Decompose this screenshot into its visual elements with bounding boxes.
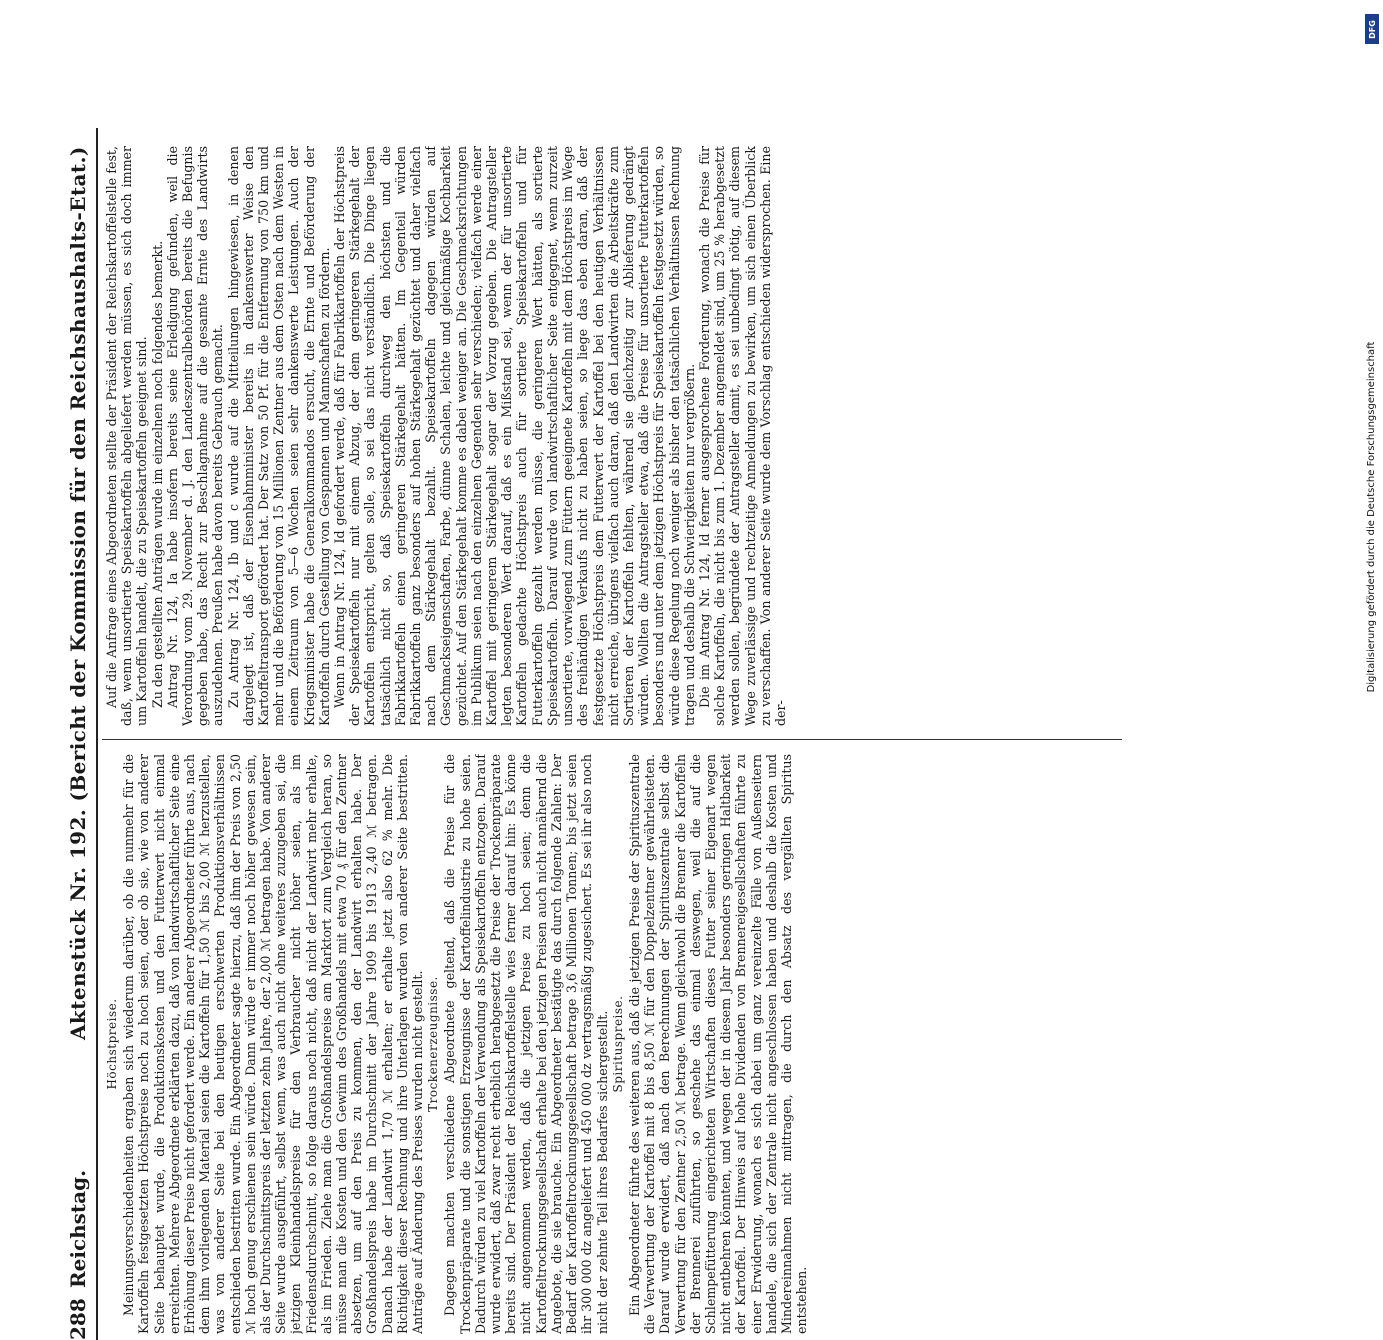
left-paragraph: Meinungsverschiedenheiten ergaben sich wiederum darüber, ob die nunmehr für die Kartoffeln festgesetzten Höchstpreise noch zu hoch seien, oder ob sie, wie von anderer Seite behauptet wurde, die Produktionskosten und den Futterwert nicht einmal erreichten. Mehrere Abgeordnete erklärten dazu, daß von landwirtschaftlicher Seite eine Erhöhung dieser Preise nicht gefordert werde. Ein anderer Abgeordneter führte aus, nach dem ihm vorliegenden Material seien die Kartoffeln für 1,50 ℳ bis 2,00 ℳ herzustellen, was von anderer Seite bei den heutigen erschwerten Produktionsverhältnissen entschieden bestritten wurde. Ein Abgeordneter sagte hierzu, daß ihm der Preis von 2,50 ℳ hoch genug erschienen sein würde. Dann würde er immer noch höher gewesen sein, als der Durchschnittspreis der letzten zehn Jahre, der 2,00 ℳ betragen habe. Von anderer Seite wurde ausgeführt, selbst wenn, was auch nicht ohne weiteres zuzugeben sei, die jetzigen Kleinhandelspreise für den Verbraucher nicht höher seien, als im Friedensdurchschnitt, so folge daraus noch nicht, daß nicht der Landwirt mehr erhalte, als im Frieden. Ziehe man die Großhandelspreise am Marktort zum Vergleich heran, so müsse man die Kosten und den Gewinn des Großhandels mit etwa 70 ₰ für den Zentner absetzen, um auf den Preis zu kommen, den der Landwirt erhalten habe. Der Großhandelspreis habe im Durchschnitt der Jahre 1909 bis 1913 2,40 ℳ betragen. Danach habe der Landwirt 1,70 ℳ erhalten; er erhalte jetzt also 62 % mehr. Die Richtigkeit dieser Rechnung und ihre Unterlagen wurden von anderer Seite bestritten. Anträge auf Änderung des Preises wurden nicht gestellt. [121, 754, 426, 1334]
right-paragraph: Wenn in Antrag Nr. 124, Id gefordert werde, daß für Fabrikkartoffeln der Höchstpreis der Speisekartoffeln nur mit einem Abzug, der dem geringeren Stärkegehalt der Kartoffeln entspricht, gelten solle, so sei das nicht verständlich. Die Dinge liegen tatsächlich nicht so, daß Speisekartoffeln durchweg den höchsten und die Fabrikkartoffeln einen geringeren Stärkegehalt hätten. Im Gegenteil würden Fabrikkartoffeln ganz besonders auf hohen Stärkegehalt gezüchtet und daher vielfach nach dem Stärkegehalt bezahlt. Speisekartoffeln dagegen würden auf Geschmackseigenschaften, Farbe, dünne Schalen, leichte und gleichmäßige Kochbarkeit gezüchtet. Auf den Stärkegehalt komme es dabei weniger an. Die Geschmacksrichtungen im Publikum seien nach den einzelnen Gegenden sehr verschieden; vielfach werde einer Kartoffel mit geringerem Stärkegehalt sogar der Vorzug gegeben. Die Antragsteller legten besonderen Wert darauf, daß es ein Mißstand sei, wenn der für unsortierte Kartoffeln gedachte Höchstpreis auch für sortierte Speisekartoffeln und für Futterkartoffeln gezahlt werden müsse, die geringeren Wert hätten, als sortierte Speisekartoffeln. Darauf wurde von landwirtschaftlicher Seite entgegnet, wenn zurzeit unsortierte, vorwiegend zum Füttern geeignete Kartoffeln mit dem Höchstpreis im Wege des freihändigen Verkaufs nicht zu haben seien, so liege das eben daran, daß der festgesetzte Höchstpreis dem Futterwert der Kartoffel bei den heutigen Verhältnissen nicht erreiche, übrigens vielfach auch daran, daß den Landwirten die Arbeitskräfte zum Sortieren der Kartoffeln fehlten, während sie gleichzeitig zur Ablieferung gedrängt würden. Wollten die Antragsteller etwa, daß die Preise für unsortierte Futterkartoffeln besonders und unter dem jetzigen Höchstpreis für Speisekartoffeln festgesetzt würden, so würde diese Regelung noch weniger als bisher den tatsächlichen Verhältnissen Rechnung tragen und deshalb die Schwierigkeiten nur vergrößern. [332, 146, 697, 726]
right-paragraph: Zu Antrag Nr. 124, Ib und c wurde auf die Mitteilungen hingewiesen, in denen dargelegt ist, daß der Eisenbahnminister bereits in dankenswerter Weise den Kartoffeltransport gefördert hat. Der Satz von 50 Pf. für die Entfernung von 750 km und mehr und die Beförderung von 15 Millionen Zentner aus dem Osten nach dem Westen in einem Zeitraum von 5—6 Wochen seien sehr dankenswerte Leistungen. Auch der Kriegsminister habe die Generalkommandos ersucht, die Ernte und Beförderung der Kartoffeln durch Gestellung von Gespannen und Mannschaften zu fördern. [225, 146, 332, 726]
left-paragraph: Ein Abgeordneter führte des weiteren aus, daß die jetzigen Preise der Spirituszentrale die Verwertung der Kartoffel mit 8 bis 8,50 ℳ für den Doppelzentner gewährleisteten. Darauf wurde erwidert, daß nach den Berechnungen der Spirituszentrale selbst die Verwertung für den Zentner 2,50 ℳ betrage. Wenn gleichwohl die Brenner die Kartoffeln der Brennerei zuführten, so geschehe das einmal deswegen, weil die auf die Schlempefütterung eingerichteten Wirtschaften dieses Futter seiner Eigenart wegen nicht entbehren könnten, und wegen der in diesem Jahr besonders geringen Haltbarkeit der Kartoffel. Der Hinweis auf hohe Dividenden von Brennereigesellschaften führte zu einer Erwiderung, wonach es sich dabei um ganz vereinzelte Fälle von Außenseitern handele, die sich der Zentrale nicht angeschlossen haben und deshalb die Kosten und Mindereinnahmen nicht mittragen, die durch den Absatz des vergällten Spiritus entstehen. [626, 754, 810, 1334]
column-divider [102, 739, 1122, 740]
header-source: Reichstag. [66, 1169, 90, 1288]
left-column [104, 754, 1122, 1334]
right-paragraph: Auf die Anfrage eines Abgeordneten stellte der Präsident der Reichskartoffelstelle fest, daß, wenn unsortierte Speisekartoffeln abgeliefert werden müssen, es sich doch immer um Kartoffeln handelt, die zu Speisekartoffeln geeignet sind. [104, 146, 150, 726]
sidebar [1363, 10, 1383, 990]
header-title: Aktenstück Nr. 192. (Bericht der Kommission für den Reichshaushalts-Etat.) [66, 146, 90, 1040]
right-paragraph: Antrag Nr. 124, Ia habe insofern bereits seine Erledigung gefunden, weil die Verordnung vom 29. November d. J. den Landeszentralbehörden bereits die Befugnis gegeben habe, das Recht zur Beschlagnahme auf die gesamte Ernte des Landwirts auszudehnen. Preußen habe davon bereits Gebrauch gemacht. [164, 146, 226, 726]
header-rule [96, 128, 98, 1340]
dfg-logo: DFG [1365, 14, 1379, 44]
left-subheading: Höchstpreise. [105, 998, 119, 1090]
right-paragraph: Die im Antrag Nr. 124, Id ferner ausgesprochene Forderung, wonach die Preise für solche Kartoffeln, die nicht bis zum 1. Dezember angemeldet sind, um 25 % herabgesetzt werden sollen, begründete der Antragsteller damit, es sei unbedingt nötig, auf diesem Wege zuverlässige und rechtzeitige Anmeldungen zu bewirken, um sich einen Überblick zu verschaffen. Von anderer Seite wurde dem Vorschlag entschieden widersprochen. Eine der- [696, 146, 788, 726]
digitization-credit: Digitalisierung gefördert durch die Deutsche Forschungsgemeinschaft [1366, 341, 1377, 693]
left-subheading: Spirituspreise. [610, 995, 625, 1093]
left-subheading: Trockenerzeugnisse. [426, 976, 441, 1112]
left-paragraph: Dagegen machten verschiedene Abgeordnete geltend, daß die Preise für die Trockenpräparate und die sonstigen Erzeugnisse der Kartoffelindustrie zu hohe seien. Dadurch würden zu viel Kartoffeln der Verwendung als Speisekartoffeln entzogen. Darauf wurde erwidert, daß zwar recht erheblich herabgesetzt die Preise der Trockenpräparate bereits sind. Der Präsident der Reichskartoffelstelle wies ferner darauf hin: Es könne nicht angenommen werden, daß die jetzigen Preise zu hoch seien; denn die Kartoffeltrocknungsgesellschaft erhalte bei den jetzigen Preisen auch nicht annähernd die Angebote, die sie brauche. Ein Abgeordneter bestätigte das durch folgende Zahlen: Der Bedarf der Kartoffeltrocknungsgesellschaft betrage 3,6 Millionen Tonnen; bis jetzt seien ihr 300 000 dz angeliefert und 450 000 dz vertragsmäßig zugesichert. Es sei ihr also noch nicht der zehnte Teil ihres Bedarfes sichergestellt. [442, 754, 610, 1334]
page-header [62, 128, 96, 1340]
right-paragraph: Zu den gestellten Anträgen wurde im einzelnen noch folgendes bemerkt. [149, 240, 165, 708]
right-column [104, 146, 1122, 726]
page-number: 288 [66, 1298, 90, 1340]
document-page [62, 128, 1128, 1340]
